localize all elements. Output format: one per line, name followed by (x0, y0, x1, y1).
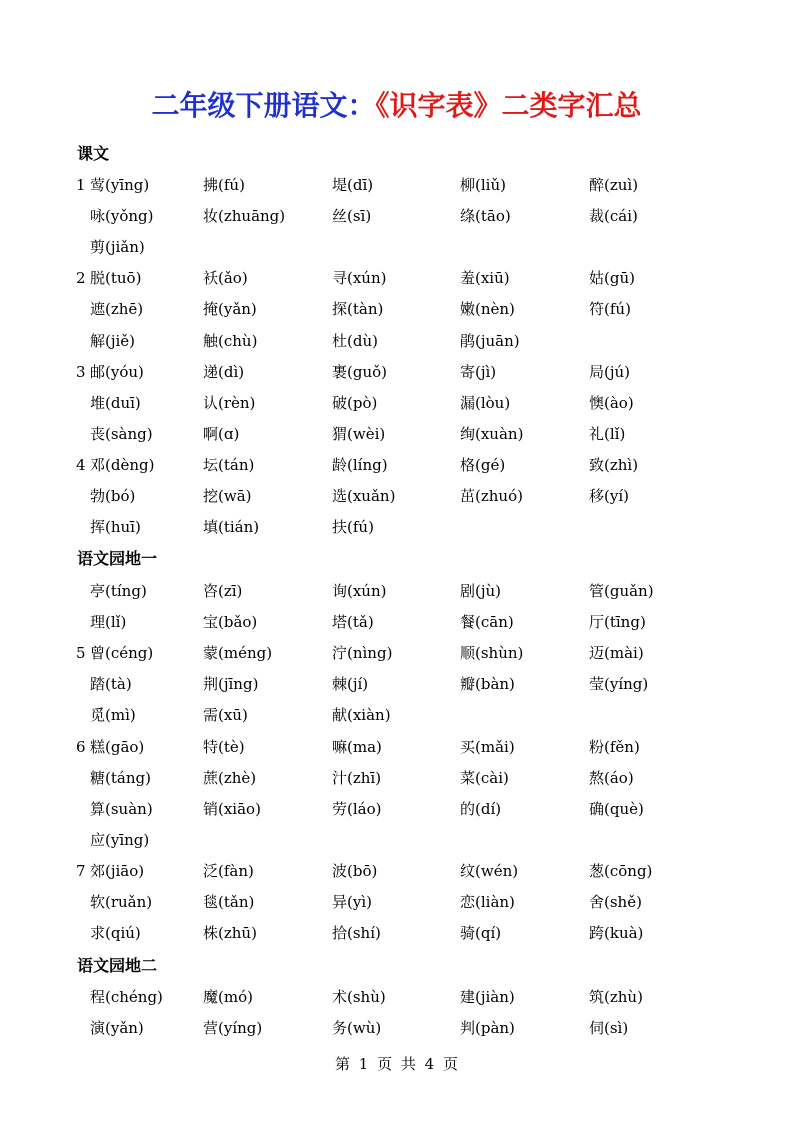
table-row (0, 736, 793, 758)
character-entry: 荆(jīng) (203, 675, 259, 694)
character-entry: 扶(fú) (332, 518, 374, 537)
character-entry: 解(jiě) (90, 331, 136, 350)
character-entry: 务(wù) (332, 1019, 382, 1038)
character-entry: 跨(kuà) (589, 924, 644, 943)
character-entry: 莹(yíng) (589, 675, 649, 694)
table-row (0, 236, 793, 258)
character-entry: 粉(fěn) (589, 737, 640, 756)
title-part-blue: 二年级下册语文： (151, 89, 376, 122)
character-entry: 礼(lǐ) (589, 424, 626, 443)
character-entry: 茁(zhuó) (460, 487, 523, 505)
table-row (0, 798, 793, 820)
character-entry: 理(lǐ) (90, 613, 127, 632)
character-entry: 买(mǎi) (460, 737, 515, 756)
character-entry: 懊(ào) (589, 393, 634, 412)
character-entry: 糕(gāo) (90, 737, 145, 756)
character-entry: 坛(tán) (203, 455, 255, 474)
character-entry: 妆(zhuāng) (203, 207, 286, 226)
character-entry: 建(jiàn) (460, 988, 515, 1006)
character-entry: 询(xún) (332, 582, 387, 600)
character-entry: 求(qiú) (90, 924, 141, 943)
table-row (0, 642, 793, 664)
character-entry: 触(chù) (203, 331, 258, 350)
character-entry: 寻(xún) (332, 269, 387, 288)
character-entry: 软(ruǎn) (90, 893, 153, 911)
character-entry: 骑(qí) (460, 924, 502, 943)
table-row (0, 454, 793, 476)
table-row (0, 516, 793, 538)
section-heading: 语文园地二 (77, 956, 158, 975)
character-entry: 餐(cān) (460, 613, 514, 632)
title-part-red: 《识字表》二类字汇总 (375, 89, 642, 122)
character-entry: 柳(liǔ) (460, 176, 506, 194)
character-entry: 曾(céng) (90, 644, 154, 663)
character-entry: 局(jú) (589, 362, 631, 381)
table-row (0, 767, 793, 789)
character-entry: 拂(fú) (203, 176, 245, 194)
character-entry: 探(tàn) (332, 300, 384, 319)
character-entry: 选(xuǎn) (332, 487, 396, 505)
lesson-number: 1 (76, 176, 86, 194)
character-entry: 迈(mài) (589, 644, 644, 663)
character-entry: 邮(yóu) (90, 362, 144, 381)
section-heading: 课文 (77, 144, 110, 163)
character-entry: 算(suàn) (90, 799, 153, 818)
character-entry: 蔗(zhè) (203, 768, 257, 787)
character-entry: 波(bō) (332, 861, 378, 880)
character-entry: 舍(shě) (589, 893, 642, 911)
character-entry: 符(fú) (589, 300, 631, 319)
character-entry: 龄(líng) (332, 455, 388, 474)
character-entry: 棘(jí) (332, 675, 369, 694)
character-entry: 遮(zhē) (90, 300, 144, 319)
character-entry: 剧(jù) (460, 582, 502, 600)
character-entry: 塔(tǎ) (332, 613, 374, 632)
table-row (0, 611, 793, 633)
character-entry: 破(pò) (332, 393, 378, 412)
character-entry: 醉(zuì) (589, 176, 639, 194)
lesson-number: 5 (76, 644, 86, 663)
character-entry: 脱(tuō) (90, 269, 142, 288)
table-row (0, 860, 793, 882)
table-row (0, 922, 793, 944)
section-heading: 语文园地一 (77, 549, 158, 568)
character-entry: 杜(dù) (332, 331, 378, 350)
character-entry: 糖(táng) (90, 768, 151, 787)
character-entry: 咨(zī) (203, 582, 243, 600)
character-entry: 泛(fàn) (203, 861, 254, 880)
character-entry: 厅(tīng) (589, 613, 646, 632)
table-row (0, 423, 793, 445)
character-entry: 拾(shí) (332, 924, 381, 943)
character-entry: 丧(sàng) (90, 424, 153, 443)
character-entry: 嘛(ma) (332, 737, 382, 756)
character-entry: 移(yí) (589, 487, 629, 505)
character-entry: 填(tián) (203, 518, 260, 537)
table-row (0, 986, 793, 1008)
character-entry: 异(yì) (332, 893, 372, 911)
table-row (0, 673, 793, 695)
character-entry: 亭(tíng) (90, 582, 147, 600)
page-footer: 第 1 页 共 4 页 (335, 1055, 458, 1073)
character-entry: 营(yíng) (203, 1019, 263, 1038)
lesson-number: 6 (76, 737, 86, 756)
character-entry: 踏(tà) (90, 675, 132, 694)
table-row (0, 330, 793, 352)
character-entry: 菜(cài) (460, 768, 509, 787)
character-entry: 啊(ɑ) (203, 424, 240, 443)
character-entry: 剪(jiǎn) (90, 238, 145, 257)
character-entry: 恋(liàn) (460, 893, 515, 911)
character-entry: 顺(shùn) (460, 644, 524, 663)
character-entry: 堤(dī) (332, 176, 374, 194)
lesson-number: 4 (76, 455, 86, 474)
page-title (0, 86, 793, 126)
character-entry: 袄(ǎo) (203, 269, 248, 288)
table-row (0, 267, 793, 289)
character-entry: 寄(jì) (460, 362, 497, 381)
character-entry: 鹃(juān) (460, 331, 520, 350)
table-row (0, 485, 793, 507)
character-entry: 伺(sì) (589, 1019, 629, 1038)
character-entry: 筑(zhù) (589, 988, 643, 1006)
character-entry: 株(zhū) (203, 924, 257, 943)
table-row (0, 829, 793, 851)
character-entry: 演(yǎn) (90, 1019, 144, 1038)
lesson-number: 3 (76, 362, 86, 381)
character-entry: 献(xiàn) (332, 706, 391, 725)
character-entry: 挖(wā) (203, 487, 252, 505)
character-entry: 勃(bó) (90, 487, 136, 505)
character-entry: 泞(nìng) (332, 644, 393, 663)
character-entry: 递(dì) (203, 362, 245, 381)
character-entry: 术(shù) (332, 988, 386, 1006)
character-entry: 羞(xiū) (460, 269, 510, 288)
character-entry: 猬(wèi) (332, 424, 386, 443)
character-entry: 程(chéng) (90, 988, 163, 1006)
table-row (0, 361, 793, 383)
character-entry: 毯(tǎn) (203, 893, 255, 911)
character-entry: 瓣(bàn) (460, 675, 515, 694)
character-entry: 堆(duī) (90, 393, 141, 412)
character-entry: 葱(cōng) (589, 861, 653, 880)
character-entry: 销(xiāo) (203, 799, 261, 818)
character-entry: 漏(lòu) (460, 393, 511, 412)
character-entry: 丝(sī) (332, 207, 372, 226)
character-entry: 掩(yǎn) (203, 300, 257, 319)
character-entry: 挥(huī) (90, 518, 141, 537)
character-entry: 咏(yǒng) (90, 207, 154, 226)
character-entry: 劳(láo) (332, 799, 382, 818)
table-row (0, 174, 793, 196)
character-entry: 认(rèn) (203, 393, 256, 412)
character-entry: 的(dí) (460, 799, 502, 818)
character-entry: 觅(mì) (90, 706, 136, 725)
character-entry: 绦(tāo) (460, 207, 511, 226)
table-row (0, 1017, 793, 1039)
table-row (0, 580, 793, 602)
table-row (0, 392, 793, 414)
character-entry: 邓(dèng) (90, 455, 155, 474)
character-entry: 蒙(méng) (203, 644, 273, 663)
lesson-number: 7 (76, 861, 86, 880)
character-entry: 嫩(nèn) (460, 300, 515, 319)
table-row (0, 298, 793, 320)
character-entry: 绚(xuàn) (460, 424, 524, 443)
table-row (0, 891, 793, 913)
character-entry: 裁(cái) (589, 207, 638, 226)
character-entry: 致(zhì) (589, 455, 639, 474)
table-row (0, 704, 793, 726)
character-entry: 姑(gū) (589, 269, 635, 288)
table-row (0, 205, 793, 227)
character-entry: 纹(wén) (460, 861, 519, 880)
character-entry: 判(pàn) (460, 1019, 515, 1038)
lesson-number: 2 (76, 269, 86, 288)
character-entry: 需(xū) (203, 706, 248, 725)
character-entry: 魔(mó) (203, 988, 253, 1006)
character-entry: 确(què) (589, 799, 644, 818)
character-entry: 莺(yīng) (90, 176, 150, 194)
character-entry: 特(tè) (203, 737, 245, 756)
character-entry: 郊(jiāo) (90, 861, 145, 880)
character-entry: 汁(zhī) (332, 768, 382, 787)
character-entry: 格(gé) (460, 455, 506, 474)
character-entry: 熬(áo) (589, 768, 634, 787)
character-entry: 宝(bǎo) (203, 613, 258, 632)
character-entry: 应(yīng) (90, 830, 150, 849)
character-entry: 管(guǎn) (589, 582, 654, 600)
character-entry: 裹(guǒ) (332, 362, 387, 381)
